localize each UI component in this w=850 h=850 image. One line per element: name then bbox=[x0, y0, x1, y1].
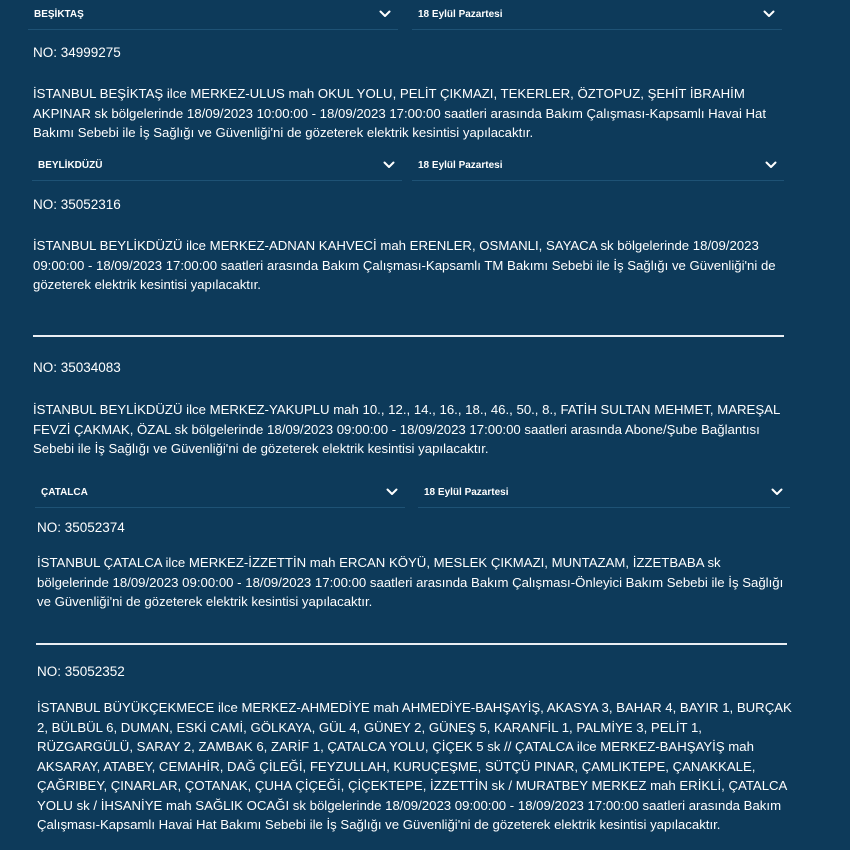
section-divider bbox=[36, 643, 787, 645]
date-select[interactable] bbox=[412, 0, 782, 30]
filter-row-catalca bbox=[35, 478, 795, 510]
date-select[interactable] bbox=[412, 151, 784, 181]
outage-description: İSTANBUL BEYLİKDÜZÜ ilce MERKEZ-ADNAN KAHVECİ mah ERENLER, OSMANLI, SAYACA sk bölgelerinde 18/09/2023 09:00:00 - 18/09/2023 17:00:00 saatleri arasında Bakım Çalışması-Kapsamlı TM Bakımı Sebebi ile İş Sağlığı ve Güvenliği'ni de gözeterek elektrik kesintisi yapılacaktır. bbox=[33, 238, 776, 292]
chevron-down-icon[interactable] bbox=[378, 7, 392, 21]
outage-number: NO: 35052374 bbox=[37, 520, 125, 535]
date-select-value: 18 Eylül Pazartesi bbox=[424, 487, 509, 498]
chevron-down-icon[interactable] bbox=[770, 485, 784, 499]
district-select-value: ÇATALCA bbox=[41, 487, 88, 498]
outage-description: İSTANBUL BEYLİKDÜZÜ ilce MERKEZ-YAKUPLU mah 10., 12., 14., 16., 18., 46., 50., 8., FATİH SULTAN MEHMET, MAREŞAL FEVZİ ÇAKMAK, ÖZAL sk bölgelerinde 18/09/2023 09:00:00 - 18/09/2023 17:00:00 saatleri arasında Abone/Şube Bağlantısı Sebebi ile İş Sağlığı ve Güvenliği'ni de gözeterek elektrik kesintisi yapılacaktır. bbox=[33, 402, 780, 456]
outage-description: İSTANBUL BEŞİKTAŞ ilce MERKEZ-ULUS mah OKUL YOLU, PELİT ÇIKMAZI, TEKERLER, ÖZTOPUZ, ŞEHİT İBRAHİM AKPINAR sk bölgelerinde 18/09/2023 10:00:00 - 18/09/2023 17:00:00 saatleri arasında Bakım Çalışması-Kapsamlı Havai Hat Bakımı Sebebi ile İş Sağlığı ve Güvenliği'ni de gözeterek elektrik kesintisi yapılacaktır. bbox=[33, 86, 767, 140]
district-select[interactable] bbox=[28, 0, 398, 30]
section-divider bbox=[33, 335, 784, 337]
district-select-value: BEYLİKDÜZÜ bbox=[38, 160, 103, 171]
outage-description: İSTANBUL BÜYÜKÇEKMECE ilce MERKEZ-AHMEDİYE mah AHMEDİYE-BAHŞAYİŞ, AKASYA 3, BAHAR 4, BAYIR 1, BURÇAK 2, BÜLBÜL 6, DUMAN, ESKİ CAMİ, GÖLKAYA, GÜL 4, GÜNEY 2, GÜNEŞ 5, KARANFİL 1, PALMİYE 3, PELİT 1, RÜZGARGÜLÜ, SARAY 2, ZAMBAK 6, ZARİF 1, ÇATALCA YOLU, ÇİÇEK 5 sk // ÇATALCA ilce MERKEZ-BAHŞAYİŞ mah AKSARAY, ATABEY, CEMAHİR, DAĞ ÇİLEĞİ, FEYZULLAH, KURUÇEŞME, SÜTÇÜ PINAR, ÇAMLIKTEPE, ÇANAKKALE, ÇAĞRIBEY, ÇINARLAR, ÇOTANAK, ÇUHA ÇİÇEĞİ, ÇİÇEKTEPE, İZZETTİN sk / MURATBEY MERKEZ mah ERİKLİ, ÇATALCA YOLU sk / İHSANİYE mah SAĞLIK OCAĞI sk bölgelerinde 18/09/2023 09:00:00 - 18/09/2023 17:00:00 saatleri arasında Bakım Çalışması-Kapsamlı Havai Hat Bakımı Sebebi ile İş Sağlığı ve Güvenliği'ni de gözeterek elektrik kesintisi yapılacaktır. bbox=[37, 700, 792, 832]
district-select[interactable] bbox=[35, 478, 405, 508]
date-select-value: 18 Eylül Pazartesi bbox=[418, 9, 503, 20]
chevron-down-icon[interactable] bbox=[762, 7, 776, 21]
date-select[interactable] bbox=[418, 478, 790, 508]
district-select[interactable] bbox=[32, 151, 402, 181]
outage-description: İSTANBUL ÇATALCA ilce MERKEZ-İZZETTİN mah ERCAN KÖYÜ, MESLEK ÇIKMAZI, MUNTAZAM, İZZETBABA sk bölgelerinde 18/09/2023 09:00:00 - 18/09/2023 17:00:00 saatleri arasında Bakım Çalışması-Önleyici Bakım Sebebi ile İş Sağlığı ve Güvenliği'ni de gözeterek elektrik kesintisi yapılacaktır. bbox=[37, 555, 784, 609]
outage-number: NO: 35052352 bbox=[37, 664, 125, 679]
district-select-value: BEŞİKTAŞ bbox=[34, 9, 84, 20]
filter-row-beylikduzu bbox=[32, 151, 792, 183]
outage-number: NO: 35034083 bbox=[33, 360, 121, 375]
outage-number: NO: 34999275 bbox=[33, 45, 121, 60]
chevron-down-icon[interactable] bbox=[764, 158, 778, 172]
outage-number: NO: 35052316 bbox=[33, 197, 121, 212]
chevron-down-icon[interactable] bbox=[382, 158, 396, 172]
chevron-down-icon[interactable] bbox=[385, 485, 399, 499]
filter-row-besiktas bbox=[28, 0, 788, 32]
date-select-value: 18 Eylül Pazartesi bbox=[418, 160, 503, 171]
